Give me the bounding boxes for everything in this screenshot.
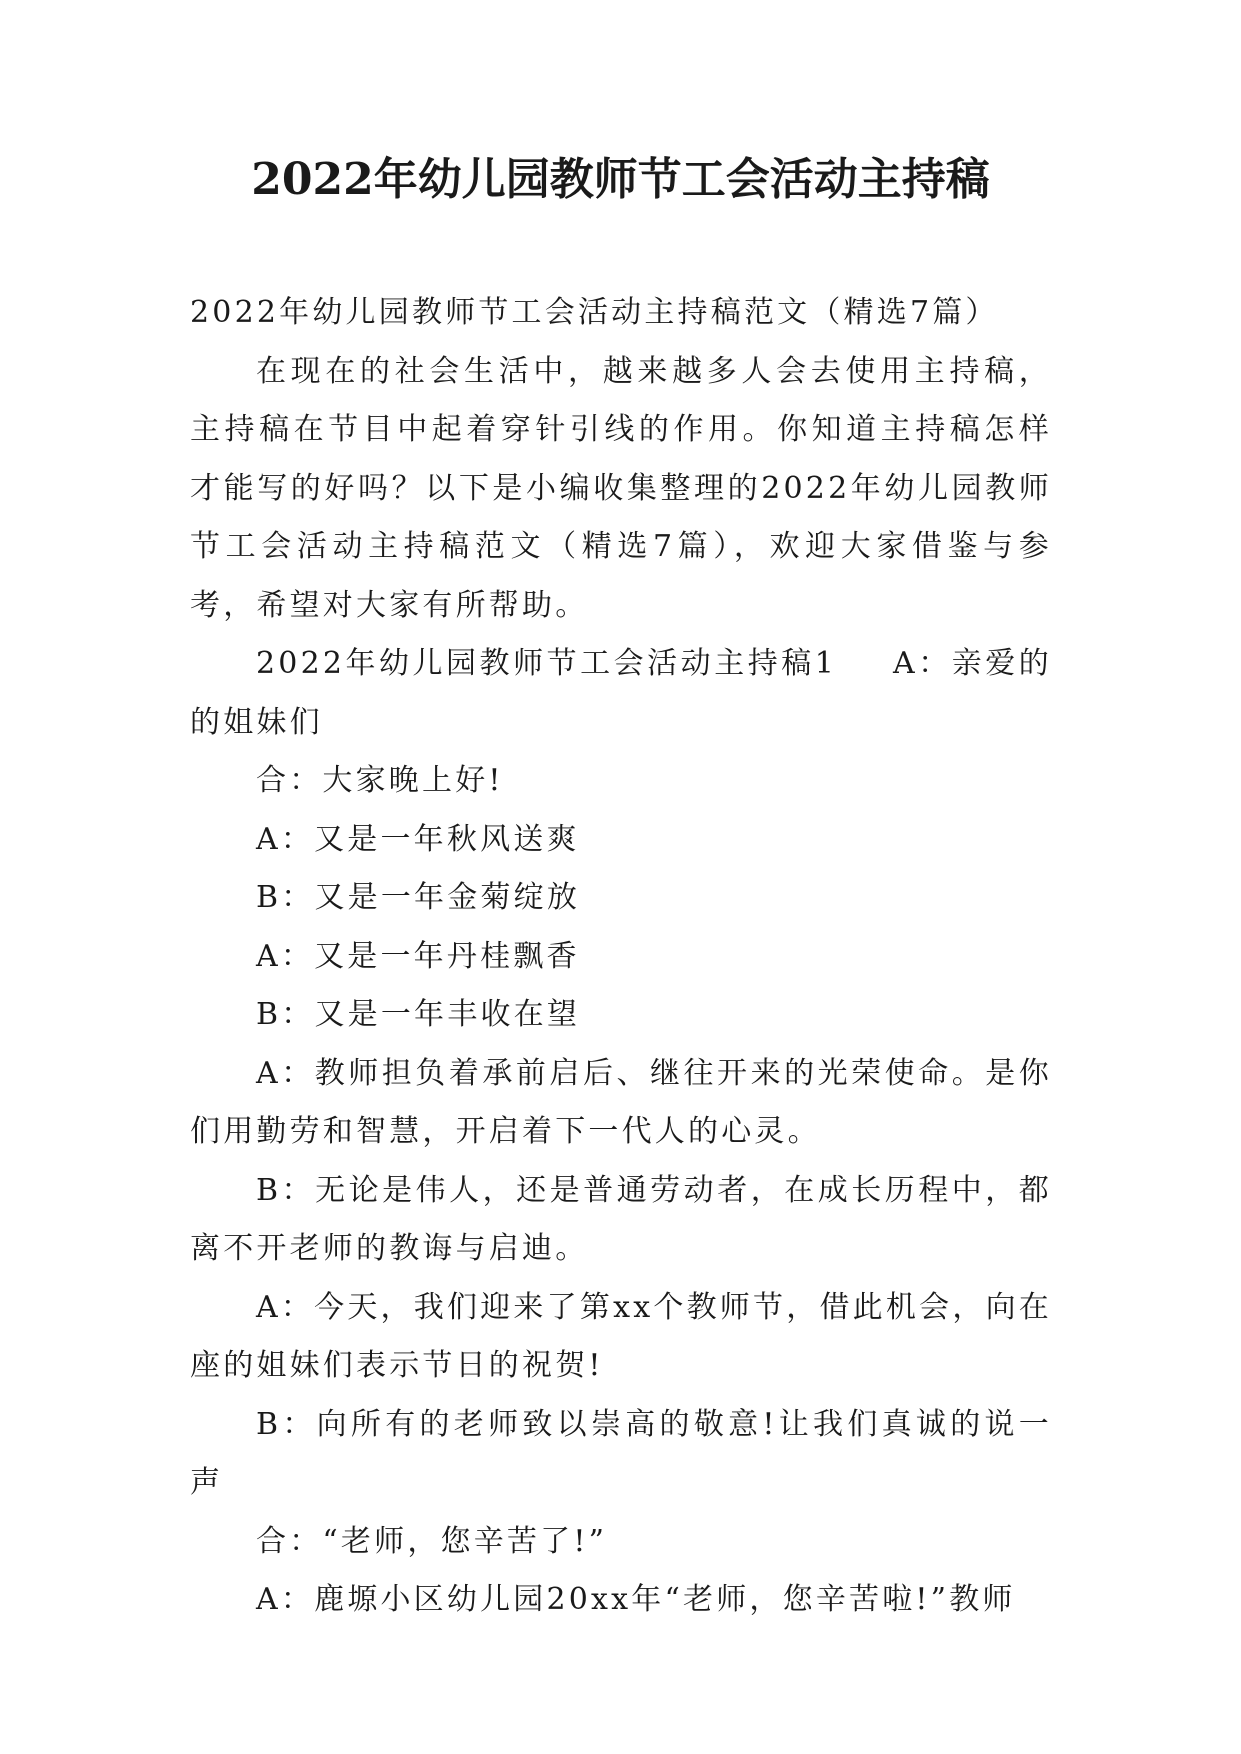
document-body	[190, 284, 1052, 1630]
dialogue-line: 合：“老师，您辛苦了!”	[256, 1523, 608, 1559]
dialogue-line: A：鹿塬小区幼儿园20xx年“老师，您辛苦啦!”教师	[256, 1582, 1016, 1617]
dialogue-line: 合：大家晚上好!	[256, 763, 504, 798]
dialogue-line: A：又是一年秋风送爽	[256, 821, 580, 857]
section-heading: 2022年幼儿园教师节工会活动主持稿1	[256, 646, 838, 681]
dialogue-line: B：无论是伟人，还是普通劳动者，在成长历程中，都离不开老师的教诲与启迪。	[190, 1172, 1052, 1266]
intro-paragraph: 在现在的社会生活中，越来越多人会去使用主持稿，主持稿在节目中起着穿针引线的作用。你知道主持稿怎样才能写的好吗？以下是小编收集整理的2022年幼儿园教师节工会活动主持稿范文（精选7篇），欢迎大家借鉴与参考，希望对大家有所帮助。	[190, 353, 1052, 623]
dialogue-line: A：又是一年丹桂飘香	[256, 938, 580, 974]
document-title: 2022年幼儿园教师节工会活动主持稿	[251, 154, 990, 205]
dialogue-line: A：今天，我们迎来了第xx个教师节，借此机会，向在座的姐妹们表示节日的祝贺!	[190, 1289, 1052, 1383]
dialogue-line: B：又是一年丰收在望	[256, 997, 581, 1032]
section-first-line: A：亲爱的的姐妹们	[190, 646, 1052, 740]
dialogue-line: B：又是一年金菊绽放	[256, 880, 581, 915]
dialogue-line: B：向所有的老师致以崇高的敬意!让我们真诚的说一声	[190, 1406, 1052, 1500]
document-subtitle: 2022年幼儿园教师节工会活动主持稿范文（精选7篇）	[190, 295, 999, 330]
dialogue-line: A：教师担负着承前启后、继往开来的光荣使命。是你们用勤劳和智慧，开启着下一代人的心灵。	[190, 1055, 1052, 1149]
section-opening	[190, 635, 1052, 752]
